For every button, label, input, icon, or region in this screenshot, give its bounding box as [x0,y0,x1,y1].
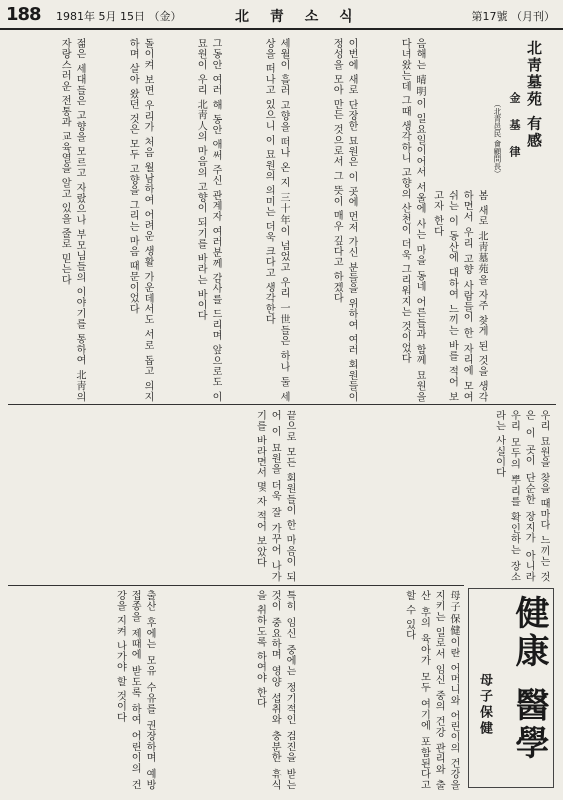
feature-title: 健康 醫學 [509,595,549,763]
article-author: 金 基 律 [508,92,521,163]
text-column: 젊은 세대들은 고향을 모르고 자랐으나 부모님들의 이야기를 통하여 北靑의 자랑스러운 전통과 교육열을 알고 있을 줄로 믿는다 [59,38,85,402]
page-header [0,0,563,30]
text-column: 끝으로 모든 회원들이 한 마음이 되어 이 묘원을 더욱 잘 가꾸어 나가기를 바라면서 몇 자 적어 보았다 [254,410,295,582]
text-column: 봄 새로 北靑墓苑을 자주 찾게 된 것을 생각하면서 우리 고향 사람들이 한 자리에 모여 쉬는 이 동산에 대하여 느끼는 바를 적어 보고자 한다 [431,190,487,402]
tier-divider-lower [8,585,464,586]
tier-divider [8,404,556,405]
text-column: 그동안 여러 해 동안 애써 주신 관계자 여러분께 감사를 드리며 앞으로도 이 묘원이 우리 北靑人의 마음의 고향이 되기를 바라는 바이다 [195,38,221,402]
health-feature-box [468,588,554,788]
issue-date: 1981年 5月 15日 （金） [56,10,182,23]
author-note: （北青邑民 會顧問長） [493,100,502,178]
text-column: 母子保健이란 어머니와 어린이의 건강을 지키는 일로서 임신 중의 건강 관리와 출산 후의 육아가 모두 여기에 포함된다고 할 수 있다 [403,590,459,790]
page-number: 188 [6,4,41,25]
newspaper-title: 北 靑 소 식 [235,9,361,25]
text-column: 이번에 새로 단장한 묘원은 이 곳에 먼저 가신 분들을 위하여 여러 회원들이 정성을 모아 만든 것으로서 그 뜻이 매우 깊다고 하겠다 [331,38,357,402]
feature-subtitle: 母子保健 [477,673,492,737]
text-column: 우리 묘원을 찾을 때마다 느끼는 것은 이 곳이 단순한 장지가 아니라 우리 모두의 뿌리를 확인하는 장소라는 사실이다 [493,410,549,582]
text-column: 출산 후에는 모유 수유를 권장하며 예방 접종을 제때에 받도록 하여 어린이의 건강을 지켜 나가야 할 것이다 [114,590,155,790]
issue-number: 第17號 （月刊） [471,10,555,23]
text-column: 세월이 흘러 고향을 떠나 온 지 三十年이 넘었고 우리 一世들은 하나 둘 세상을 떠나고 있으니 이 묘원의 의미는 더욱 크다고 생각한다 [263,38,289,402]
article-title: 北靑墓苑 有感 [525,40,543,150]
text-column: 특히 임신 중에는 정기적인 검진을 받는 것이 중요하며 영양 섭취와 충분한 휴식을 취하도록 하여야 한다 [254,590,295,790]
text-column: 음해는 晴明이 일요일이어서 서울에 사는 마을 동네 어른들과 함께 묘원을 다녀왔는데 그때 생각하니 고향의 산천이 더욱 그리워지는 것이었다 [399,38,425,402]
text-column: 돌이켜 보면 우리가 처음 월남하여 어려운 생활 가운데서도 서로 돕고 의지하며 살아 왔던 것은 모두 고향을 그리는 마음 때문이었다 [127,38,153,402]
